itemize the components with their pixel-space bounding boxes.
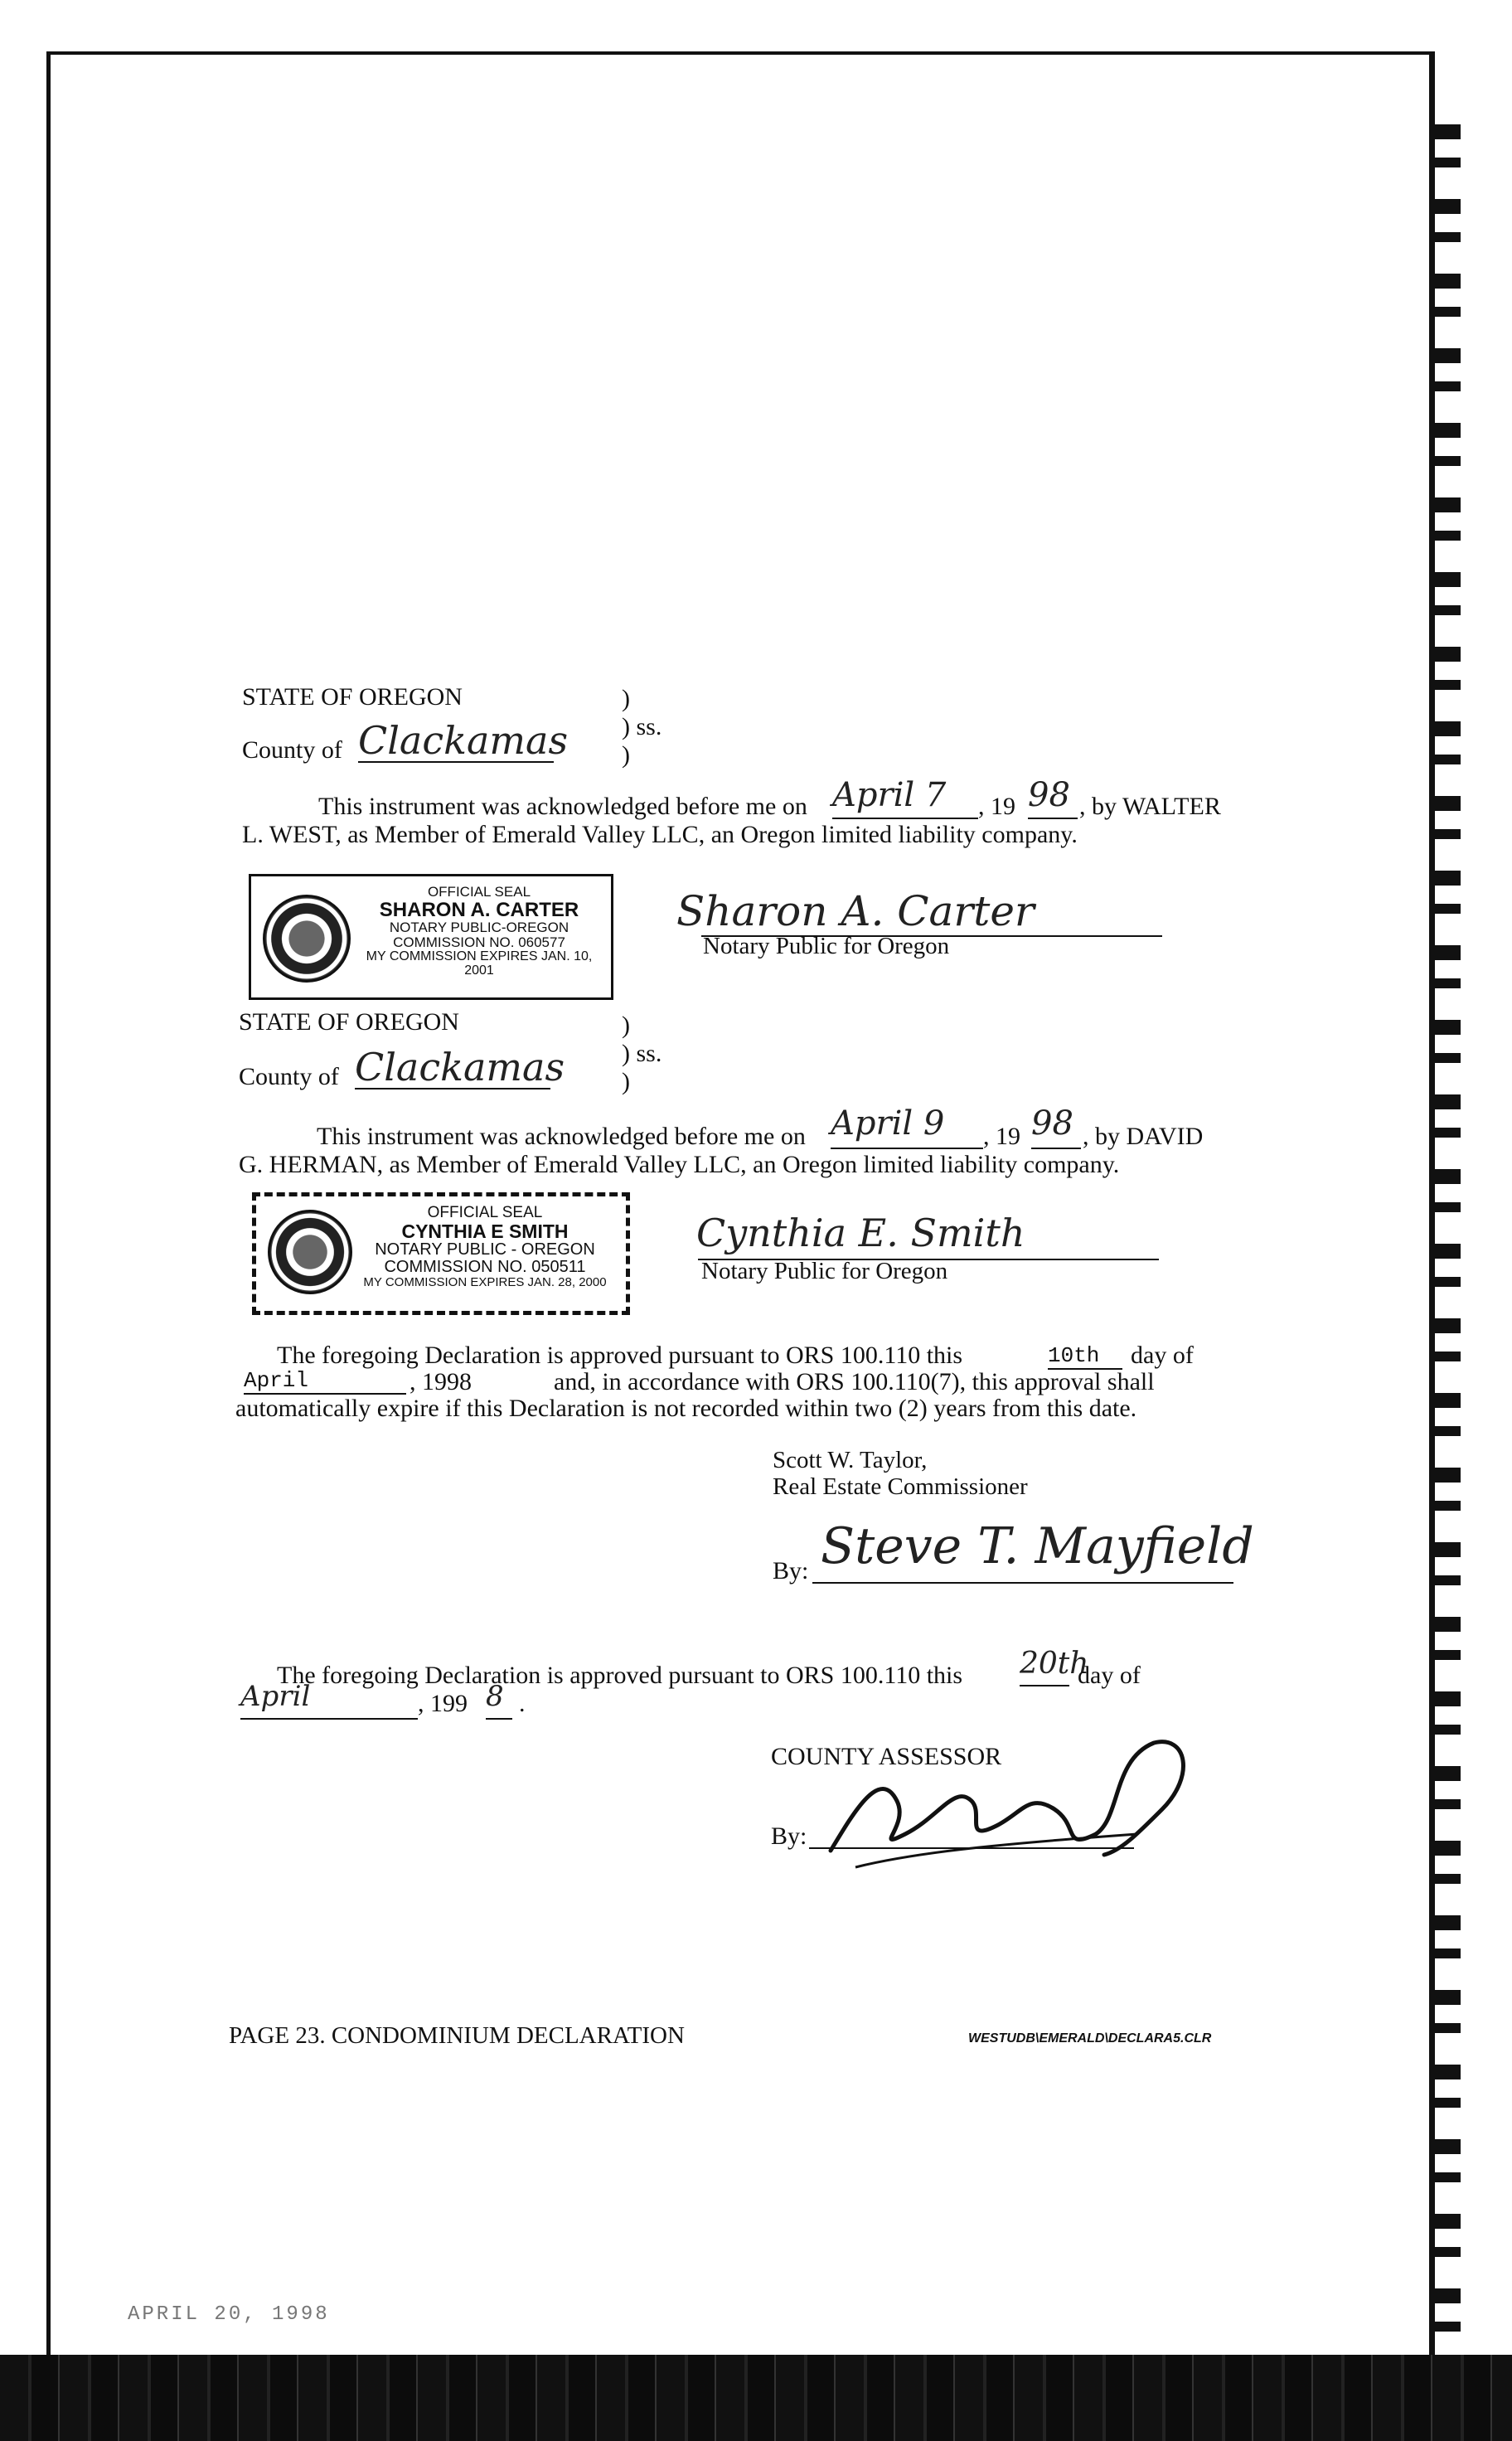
seal-line1-1: NOTARY PUBLIC-OREGON — [389, 920, 569, 936]
approval2-line1: The foregoing Declaration is approved pursuant to ORS 100.110 this — [277, 1662, 963, 1689]
assessor-title: COUNTY ASSESSOR — [771, 1743, 1002, 1770]
seal-name-1: SHARON A. CARTER — [379, 898, 579, 921]
approval1-line1: The foregoing Declaration is approved pursuant to ORS 100.110 this — [277, 1342, 963, 1369]
ack-suffix-2: , by DAVID — [1083, 1123, 1204, 1150]
ss-2: ) ss. — [622, 1040, 662, 1067]
approval2-day: 20th — [1020, 1647, 1069, 1686]
ack-prefix-1: This instrument was acknowledged before me on — [318, 793, 807, 820]
ack-suffix-1: , by WALTER — [1079, 793, 1221, 820]
paren-bottom-1: ) — [622, 741, 630, 769]
scan-bottom-band — [0, 2355, 1512, 2441]
seal-name-2: CYNTHIA E SMITH — [401, 1220, 569, 1242]
approval2-year: 8 — [486, 1680, 512, 1720]
notary-seal-2 — [252, 1192, 630, 1315]
scan-edge-noise — [1432, 124, 1461, 2355]
commissioner-name: Scott W. Taylor, — [773, 1447, 928, 1473]
state-heading-1: STATE OF OREGON — [242, 683, 463, 711]
notary-signature-1: Sharon A. Carter — [676, 887, 1035, 935]
seal-line1-2: NOTARY PUBLIC - OREGON — [375, 1240, 595, 1259]
assessor-signature — [806, 1710, 1204, 1876]
notary-signature-2: Cynthia E. Smith — [696, 1211, 1025, 1255]
assessor-by-label: By: — [771, 1822, 807, 1850]
approval1-year: , 1998 — [410, 1368, 472, 1395]
commissioner-signature: Steve T. Mayfield — [821, 1517, 1254, 1575]
notary-label-2: Notary Public for Oregon — [701, 1258, 948, 1284]
approval2-year-end: . — [519, 1690, 526, 1717]
county-label-2: County of — [239, 1063, 339, 1090]
commissioner-by-label: By: — [773, 1557, 809, 1584]
county-label-1: County of — [242, 736, 342, 764]
commissioner-sign-line — [812, 1582, 1233, 1584]
ack-line2-2: G. HERMAN, as Member of Emerald Valley LLC, an Oregon limited liability company. — [239, 1151, 1120, 1178]
ack-year-prefix-1: , 19 — [978, 793, 1015, 820]
recording-stamp: APRIL 20, 1998 — [128, 2303, 330, 2326]
paren-bottom-2: ) — [622, 1068, 630, 1095]
county-value-2: Clackamas — [355, 1045, 565, 1089]
file-reference: WESTUDB\EMERALD\DECLARA5.CLR — [968, 2031, 1212, 2045]
oregon-seal-icon — [268, 1210, 352, 1294]
approval2-month: April — [240, 1680, 418, 1720]
page-footer: PAGE 23. CONDOMINIUM DECLARATION — [229, 2022, 685, 2049]
approval1-day: 10th — [1048, 1343, 1122, 1370]
paren-top-2: ) — [622, 1012, 630, 1039]
approval1-line3: automatically expire if this Declaration is not recorded within two (2) years from this date. — [235, 1395, 1137, 1422]
seal-line3-1: MY COMMISSION EXPIRES JAN. 10, 2001 — [366, 949, 593, 978]
oregon-seal-icon — [263, 895, 351, 983]
commissioner-title: Real Estate Commissioner — [773, 1473, 1028, 1500]
county-value-1: Clackamas — [358, 718, 569, 763]
seal-line3-2: MY COMMISSION EXPIRES JAN. 28, 2000 — [363, 1275, 607, 1290]
seal-title-2: OFFICIAL SEAL — [427, 1204, 543, 1221]
seal-line2-2: COMMISSION NO. 050511 — [384, 1258, 586, 1277]
ack-date-2: April 9 — [831, 1104, 983, 1149]
seal-title-1: OFFICIAL SEAL — [427, 884, 531, 900]
assessor-sign-line — [809, 1847, 1134, 1849]
ack-date-1: April 7 — [832, 776, 978, 819]
approval1-dayof: day of — [1131, 1342, 1194, 1369]
ack-year-prefix-2: , 19 — [983, 1123, 1020, 1150]
ack-prefix-2: This instrument was acknowledged before me on — [317, 1123, 806, 1150]
approval2-dayof: day of — [1078, 1662, 1141, 1689]
ack-year-2: 98 — [1031, 1104, 1081, 1149]
approval1-line2: and, in accordance with ORS 100.110(7), this approval shall — [554, 1368, 1155, 1395]
approval1-month: April — [244, 1368, 406, 1395]
notary-label-1: Notary Public for Oregon — [703, 933, 950, 959]
state-heading-2: STATE OF OREGON — [239, 1008, 459, 1036]
ack-line2-1: L. WEST, as Member of Emerald Valley LLC, an Oregon limited liability company. — [242, 821, 1078, 848]
ack-year-1: 98 — [1028, 776, 1078, 819]
ss-1: ) ss. — [622, 713, 662, 740]
notary-seal-1 — [249, 874, 613, 1000]
approval2-year-prefix: , 199 — [418, 1690, 468, 1717]
paren-top-1: ) — [622, 685, 630, 712]
seal-line2-1: COMMISSION NO. 060577 — [393, 934, 565, 950]
